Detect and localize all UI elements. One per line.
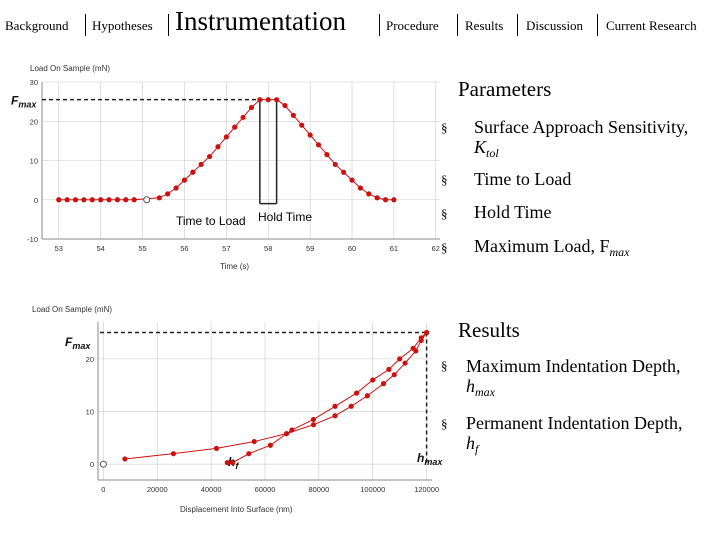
data-point [308,132,313,137]
x-tick-label: 62 [431,244,440,253]
x-tick-label: 55 [138,244,147,253]
result-permanent-depth [466,413,682,459]
data-point [419,335,424,340]
x-axis-label: Displacement Into Surface (nm) [180,505,293,514]
data-point [291,113,296,118]
data-point [173,185,178,190]
result-line: Maximum Indentation Depth, [466,356,681,376]
result-max-depth [466,356,680,402]
hf-label: f [235,461,239,471]
start-point [100,461,106,467]
bullet-icon: § [441,358,448,373]
bullet-icon: § [441,206,448,221]
data-point [316,142,321,147]
nav-hypotheses[interactable]: Hypotheses [92,18,153,33]
y-tick-label: 10 [85,407,94,417]
nav-separator [597,14,598,36]
x-tick-label: 0 [101,485,106,494]
data-point [397,356,402,361]
data-point [123,197,128,202]
data-point [65,197,70,202]
fmax-label: $F_{max}$ [11,93,37,110]
data-point [349,404,354,409]
data-point [122,456,127,461]
bullet-icon: § [441,172,448,187]
data-point [349,178,354,183]
chart-annotations [65,333,443,471]
data-point [333,162,338,167]
nav-separator [379,14,380,36]
data-point [354,391,359,396]
x-tick-label: 20000 [146,485,168,494]
data-point [252,439,257,444]
bullet-icon: § [441,120,448,135]
x-tick-label: 60000 [254,485,276,494]
param-max-load: Maximum Load, $F_{max}$ [474,236,630,259]
data-point [207,154,212,159]
bullet-icon: § [441,416,448,431]
data-point [157,195,162,200]
data-point [266,97,271,102]
y-tick-label: 0 [33,195,38,205]
load-displacement-chart [0,302,445,537]
data-point [274,97,279,102]
nav-procedure[interactable]: Procedure [386,18,439,33]
data-point [311,422,316,427]
data-point [268,443,273,448]
data-point [411,346,416,351]
y-tick-label: 20 [85,354,94,364]
x-tick-label: 54 [96,244,105,253]
data-point [240,115,245,120]
x-tick-label: 59 [305,244,315,253]
data-point [375,195,380,200]
data-point [366,191,371,196]
data-point [215,144,220,149]
y-tick-label: 20 [29,117,38,127]
data-point [424,330,429,335]
data-point [115,197,120,202]
data-point [106,197,111,202]
load-time-chart [0,55,445,285]
result-line: Permanent Indentation Depth, [466,413,683,433]
x-tick-label: 56 [180,244,189,253]
time-to-load-label: Time to Load [176,214,246,228]
series-line [125,333,427,459]
x-tick-label: 58 [264,244,273,253]
result-symbol: $h_f$ [466,433,479,456]
data-point [332,413,337,418]
chart-title: Load On Sample (mN) [30,64,111,73]
nav-current-research[interactable]: Current Research [606,18,697,33]
results-title: Results [458,318,520,342]
data-point [383,197,388,202]
data-point [402,360,407,365]
result-symbol: $h_{max}$ [466,376,495,399]
x-axis-label: Time (s) [220,262,250,271]
data-point [214,446,219,451]
data-point [81,197,86,202]
hold-time-label: Hold Time [258,210,313,224]
data-point [230,460,235,465]
data-point [132,197,137,202]
data-point [370,377,375,382]
x-tick-label: 57 [222,244,231,253]
param-hold-time: Hold Time [474,202,552,222]
x-tick-label: 40000 [200,485,222,494]
y-tick-label: -10 [27,235,38,244]
series-line [227,333,426,463]
data-point [299,123,304,128]
data-point [392,372,397,377]
param-symbol: $K_{tol}$ [474,137,499,160]
data-point [311,417,316,422]
chart-annotations [11,94,312,228]
y-tick-label: 30 [29,78,38,87]
nav-separator [168,14,169,36]
param-line: Surface Approach Sensitivity, [474,117,689,137]
data-point [232,125,237,130]
x-tick-label: 53 [54,244,63,253]
data-point [289,427,294,432]
data-point [90,197,95,202]
fmax-label: $F_{max}$ [65,335,91,351]
data-point [98,197,103,202]
data-point [282,103,287,108]
x-tick-label: 80000 [308,485,330,494]
parameters-title: Parameters [458,77,552,101]
data-point [165,191,170,196]
data-point [365,393,370,398]
nav-separator [517,14,518,36]
data-point [391,197,396,202]
chart-tick-labels [86,355,439,494]
nav-background[interactable]: Background [5,18,69,33]
data-point [224,134,229,139]
data-point [199,162,204,167]
x-tick-label: 120000 [414,485,440,494]
x-tick-label: 60 [347,244,357,253]
nav-discussion[interactable]: Discussion [526,18,584,33]
data-point [341,170,346,175]
y-tick-label: 0 [89,460,94,470]
data-point [257,97,262,102]
top-nav-bar [0,0,720,50]
x-tick-label: 61 [389,244,399,253]
x-tick-label: 100000 [360,485,386,494]
bullet-icon: § [441,240,448,255]
nav-results[interactable]: Results [465,18,504,33]
param-time-to-load: Time to Load [474,169,572,189]
nav-separator [457,14,458,36]
data-point [249,105,254,110]
data-point [56,197,61,202]
data-point [225,460,230,465]
nav-separator [85,14,86,36]
nav-instrumentation[interactable]: Instrumentation [175,6,346,36]
data-point [332,404,337,409]
param-surface-sensitivity [474,117,688,163]
hmax-label: $h_{max}$ [417,451,443,467]
y-tick-label: 10 [29,156,38,166]
data-point [190,170,195,175]
data-point [246,451,251,456]
data-point [324,152,329,157]
data-point [73,197,78,202]
data-point [381,381,386,386]
data-point [171,451,176,456]
chart-title: Load On Sample (mN) [32,305,113,314]
data-point [182,178,187,183]
data-point [358,185,363,190]
data-point [386,367,391,372]
start-point [144,197,150,203]
